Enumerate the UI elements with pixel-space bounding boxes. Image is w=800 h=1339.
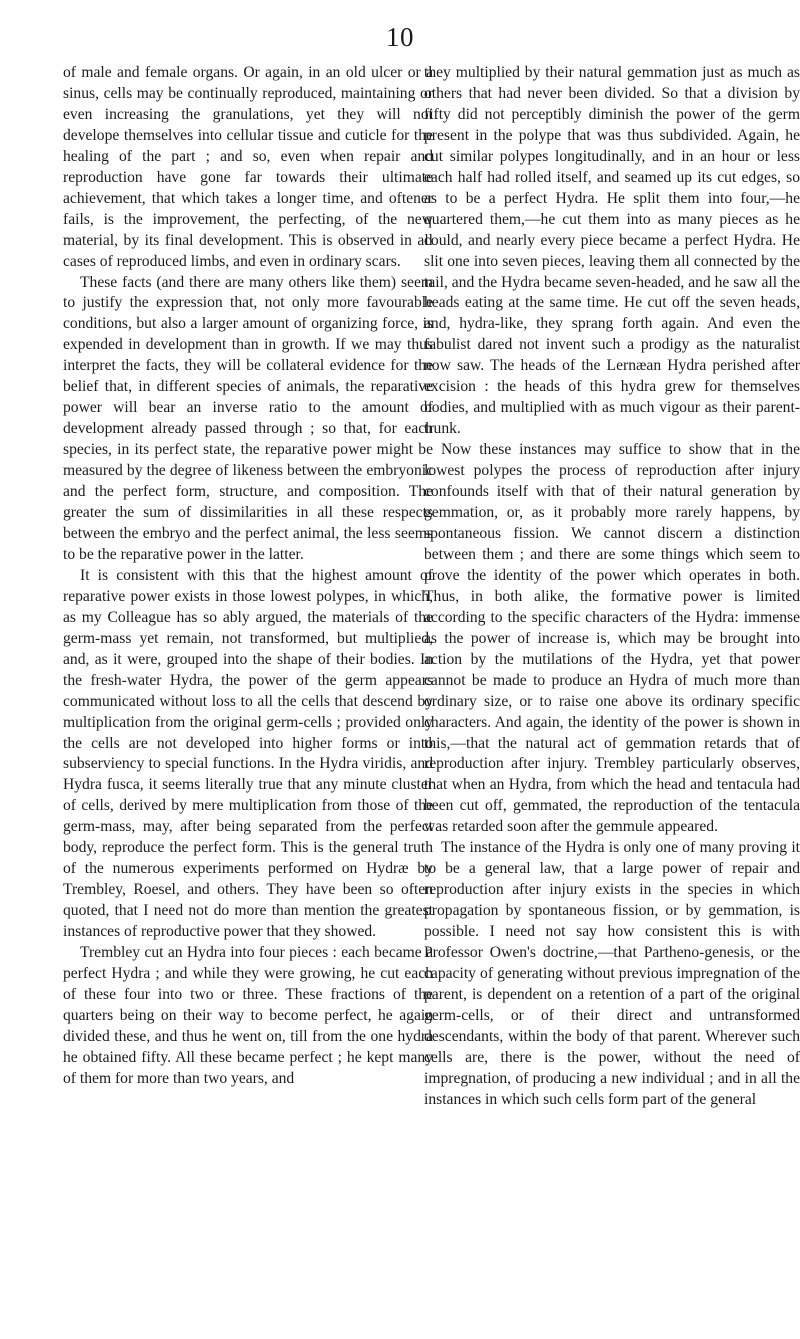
paragraph: These facts (and there are many others like them) seem to justify the expression that, not only more favourable conditions, but also a larger amount of organizing force, is expended in development than in growth. If we may thus interpret the facts, they will be collateral evidence for the belief that, in different species of animals, the reparative power will bear an inverse ratio to the amount of development already passed through ; so that, for each species, in its perfect state, the reparative power might be measured by the degree of likeness between the embryonic and the perfect form, structure, and composition. The greater the sum of dissimilarities in all these respects between the embryo and the perfect animal, the less seems to be the reparative power in the latter.	[63, 273, 433, 563]
page-number: 10	[386, 22, 414, 52]
paragraph: Trembley cut an Hydra into four pieces : each became a perfect Hydra ; and while they were growing, he cut each of these four into two or three. These fractions of the quarters being on their way to become perfect, he again divided these, and thus he went on, till from the one hydra he obtained fifty. All these became perfect ; he kept many of them for more than two years, and	[63, 944, 433, 1087]
paragraph: Now these instances may suffice to show that in the lowest polypes the process of reproduction after injury confounds itself with that of their natural generation by gemmation, or, as it probably more rarely happens, by spontaneous fission. We cannot discern a distinction between them ; and there are some things which seem to prove the identity of the power which operates in both. Thus, in both alike, the formative power is limited according to the specific characters of the Hydra: immense as the power of increase is, which may be brought into action by the mutilations of the Hydra, yet that power cannot be made to produce an Hydra of much more than ordinary size, or to raise one above its ordinary specific characters. And again, the identity of the power is shown in this,—that the natural act of gemmation retards that of reproduction after injury. Trembley particularly observes, that when an Hydra, from which the head and tentacula had been cut off, gemmated, the reproduction of the tentacula was retarded soon after the gemmule appeared.	[424, 441, 800, 836]
right-column	[424, 63, 800, 1111]
paragraph: It is consistent with this that the highest amount of reparative power exists in those lowest polypes, in which, as my Colleague has so ably argued, the materials of the germ-mass yet remain, not transformed, but multiplied, and, as it were, grouped into the shape of their bodies. In the fresh-water Hydra, the power of the germ appears communicated without loss to all the cells that descend by multiplication from the original germ-cells ; provided only the cells are not developed into higher forms or into subserviency to special functions. In the Hydra viridis, and Hydra fusca, it seems literally true that any minute cluster of cells, derived by mere multiplication from those of the germ-mass, may, after being separated from the perfect body, reproduce the perfect form. This is the general truth of the numerous experiments performed on Hydræ by Trembley, Roesel, and others. They have been so often quoted, that I need not do more than mention the greatest instances of reproductive power that they showed.	[63, 566, 433, 941]
paragraph: they multiplied by their natural gemmation just as much as others that had never been divided. So that a division by fifty did not perceptibly diminish the power of the germ present in the polype that was thus subdivided. Again, he cut similar polypes longitudinally, and in an hour or less each half had rolled itself, and seamed up its cut edges, so as to be a perfect Hydra. He split them into four,—he quartered them,—he cut them into as many pieces as he could, and nearly every piece became a perfect Hydra. He slit one into seven pieces, leaving them all connected by the tail, and the Hydra became seven-headed, and he saw all the heads eating at the same time. He cut off the seven heads, and, hydra-like, they sprang forth again. And even the fabulist dared not invent such a prodigy as the naturalist now saw. The heads of the Lernæan Hydra perished after excision : the heads of this hydra grew for themselves bodies, and multiplied with as much vigour as their parent-trunk.	[424, 64, 800, 438]
left-column	[63, 63, 433, 1090]
paragraph: The instance of the Hydra is only one of many proving it to be a general law, that a large power of repair and reproduction after injury exists in the species in which propagation by spontaneous fission, or by gemmation, is possible. I need not say how consistent this is with Professor Owen's doctrine,—that Partheno-genesis, or the capacity of generating without previous impregnation of the parent, is dependent on a retention of a part of the original germ-cells, or of their direct and untransformed descendants, within the body of that parent. Wherever such cells are, there is the power, without the need of impregnation, of producing a new individual ; and in all the instances in which such cells form part of the general	[424, 839, 800, 1108]
paragraph: of male and female organs. Or again, in an old ulcer or a sinus, cells may be continually reproduced, maintaining or even increasing the granulations, yet they will not develope themselves into cellular tissue and cuticle for the healing of the part ; and so, even when repair and reproduction have gone far towards their ultimate achievement, that which takes a longer time, and oftener fails, is the improvement, the perfecting, of the new material, by its final development. This is observed in all cases of reproduced limbs, and even in ordinary scars.	[63, 64, 433, 270]
